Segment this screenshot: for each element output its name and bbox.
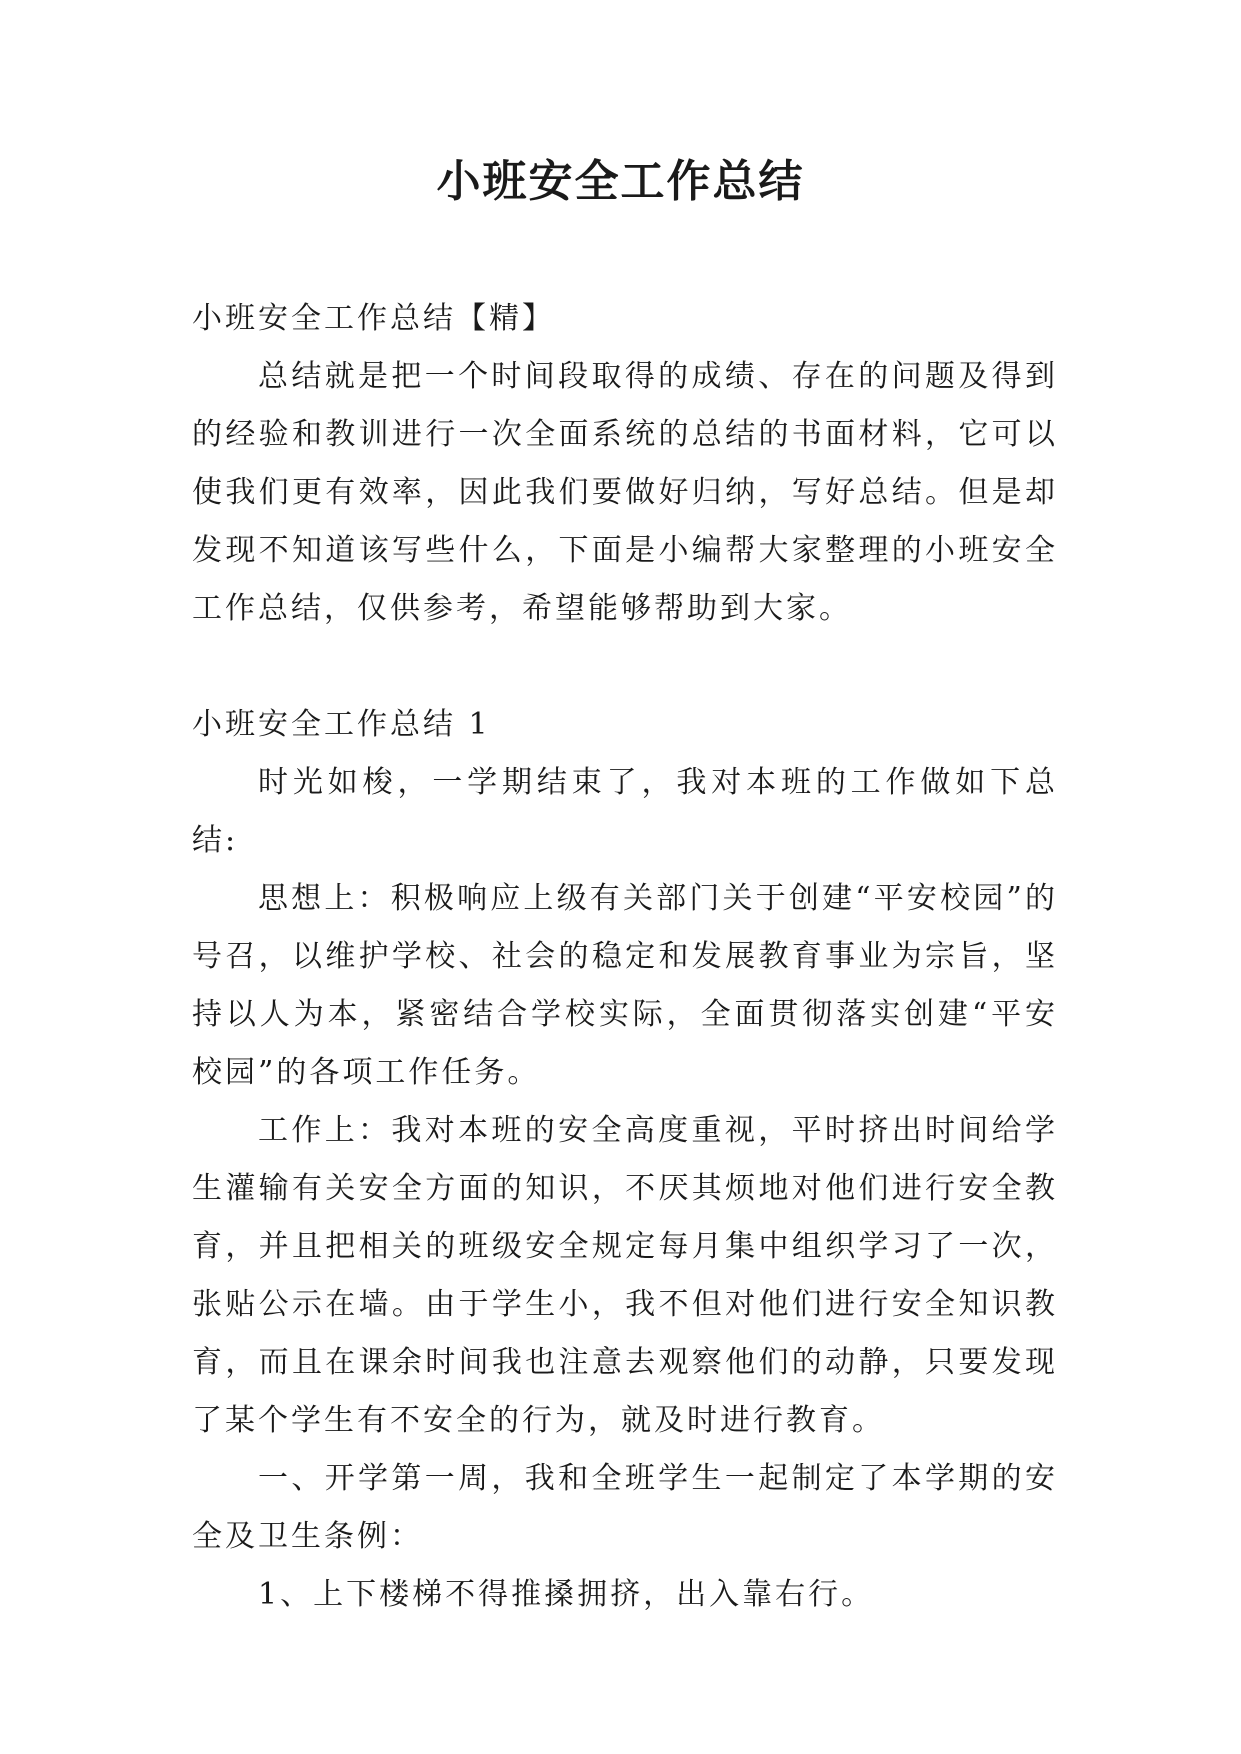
document-title: 小班安全工作总结 [436,156,805,207]
document-body [192,290,1058,1624]
body-paragraph: 思想上：积极响应上级有关部门关于创建“平安校园”的号召，以维护学校、社会的稳定和发展教育事业为宗旨，坚持以人为本，紧密结合学校实际，全面贯彻落实创建“平安校园”的各项工作任务。 [192,881,1058,1090]
body-paragraph: 时光如梭，一学期结束了，我对本班的工作做如下总结: [192,765,1058,858]
body-paragraph: 一、开学第一周，我和全班学生一起制定了本学期的安全及卫生条例： [192,1461,1058,1554]
section-heading: 小班安全工作总结 1 [192,707,491,742]
body-paragraph: 工作上：我对本班的安全高度重视，平时挤出时间给学生灌输有关安全方面的知识，不厌其烦地对他们进行安全教育，并且把相关的班级安全规定每月集中组织学习了一次，张贴公示在墙。由于学生小，我不但对他们进行安全知识教育，而且在课余时间我也注意去观察他们的动静，只要发现了某个学生有不安全的行为，就及时进行教育。 [192,1113,1058,1438]
document-subtitle: 小班安全工作总结【精】 [192,301,555,336]
intro-paragraph: 总结就是把一个时间段取得的成绩、存在的问题及得到的经验和教训进行一次全面系统的总结的书面材料，它可以使我们更有效率，因此我们要做好归纳，写好总结。但是却发现不知道该写些什么，下面是小编帮大家整理的小班安全工作总结，仅供参考，希望能够帮助到大家。 [192,359,1058,626]
section-spacer [192,638,1058,696]
list-item: 1、上下楼梯不得推搡拥挤，出入靠右行。 [258,1577,875,1612]
